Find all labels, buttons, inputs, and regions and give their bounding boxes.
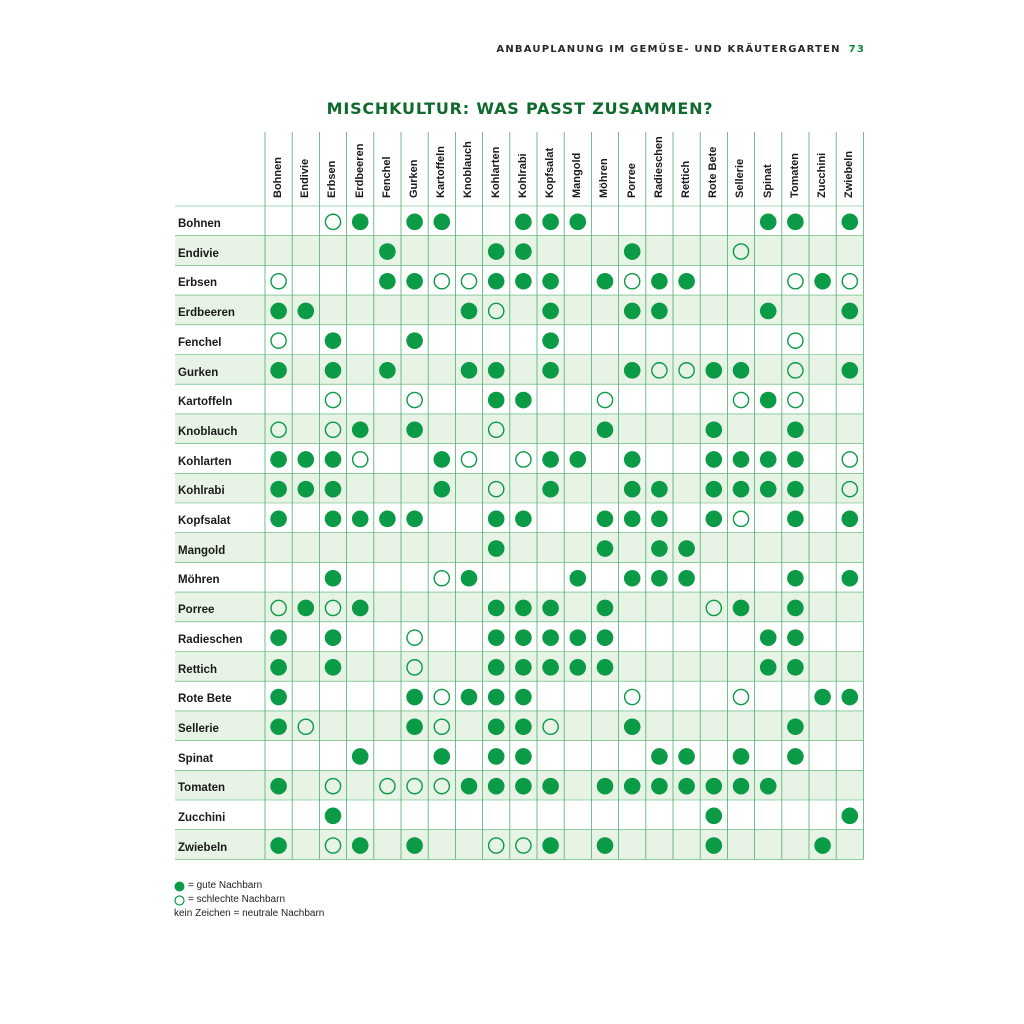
good-neighbor-dot — [352, 511, 369, 528]
good-neighbor-dot — [406, 511, 423, 528]
good-neighbor-dot — [624, 303, 641, 320]
good-neighbor-dot — [678, 570, 695, 587]
good-neighbor-dot — [270, 511, 287, 528]
good-neighbor-dot — [570, 214, 587, 231]
good-neighbor-dot — [597, 837, 614, 854]
good-neighbor-dot — [488, 392, 505, 409]
row-header-label: Knoblauch — [178, 425, 238, 438]
legend-neutral-label: kein Zeichen = neutrale Nachbarn — [174, 908, 325, 919]
good-neighbor-dot — [842, 808, 859, 825]
good-neighbor-dot — [406, 273, 423, 290]
good-neighbor-dot — [461, 689, 478, 706]
good-neighbor-dot — [325, 332, 342, 349]
column-header-label: Spinat — [761, 164, 774, 198]
good-neighbor-dot — [597, 629, 614, 646]
good-neighbor-dot — [270, 837, 287, 854]
column-header-label: Mangold — [571, 152, 584, 198]
row-header-label: Rote Bete — [178, 693, 232, 706]
good-neighbor-dot — [270, 629, 287, 646]
column-header-label: Erbsen — [326, 160, 339, 198]
good-neighbor-dot — [624, 511, 641, 528]
bad-neighbor-ring — [788, 333, 803, 348]
good-neighbor-dot — [706, 808, 723, 825]
good-neighbor-dot — [570, 629, 587, 646]
column-header — [755, 132, 782, 204]
good-neighbor-dot — [461, 570, 478, 587]
good-neighbor-dot — [298, 600, 315, 617]
good-neighbor-dot — [325, 808, 342, 825]
good-neighbor-dot — [488, 659, 505, 676]
good-neighbor-dot — [515, 511, 532, 528]
good-neighbor-dot — [515, 689, 532, 706]
row-header-label: Spinat — [178, 752, 214, 765]
bad-neighbor-ring — [353, 452, 368, 467]
row-header-label: Zwiebeln — [178, 841, 228, 854]
row-band — [175, 533, 863, 563]
good-neighbor-dot — [570, 659, 587, 676]
good-neighbor-dot — [706, 511, 723, 528]
good-neighbor-dot — [787, 659, 804, 676]
column-header-label: Kohlarten — [489, 146, 502, 198]
good-neighbor-dot — [706, 362, 723, 379]
good-neighbor-dot — [461, 778, 478, 795]
column-header-label: Knoblauch — [462, 141, 475, 198]
running-title: ANBAUPLANUNG IM GEMÜSE- UND KRÄUTERGARTEN — [496, 44, 841, 55]
good-neighbor-dot — [325, 451, 342, 468]
good-neighbor-dot — [406, 214, 423, 231]
good-neighbor-dot — [352, 837, 369, 854]
good-neighbor-dot — [542, 659, 559, 676]
row-header-label: Gurken — [178, 366, 219, 379]
good-neighbor-dot — [298, 303, 315, 320]
good-neighbor-dot — [733, 362, 750, 379]
column-header — [591, 132, 618, 204]
good-neighbor-dot — [733, 481, 750, 498]
bad-neighbor-ring — [271, 333, 286, 348]
good-neighbor-dot — [814, 689, 831, 706]
good-neighbor-dot — [270, 689, 287, 706]
column-header — [374, 132, 401, 204]
good-neighbor-dot — [624, 778, 641, 795]
good-neighbor-dot — [515, 243, 532, 260]
good-neighbor-dot — [760, 629, 777, 646]
column-header — [564, 132, 591, 204]
good-neighbor-dot — [542, 303, 559, 320]
good-neighbor-dot — [651, 778, 668, 795]
good-neighbor-dot — [406, 689, 423, 706]
good-neighbor-dot — [515, 392, 532, 409]
good-neighbor-dot — [651, 570, 668, 587]
good-neighbor-dot — [787, 214, 804, 231]
column-header — [782, 132, 809, 204]
row-header-label: Porree — [178, 604, 215, 617]
column-header — [483, 132, 510, 204]
bad-neighbor-ring — [842, 274, 857, 289]
good-neighbor-dot — [325, 629, 342, 646]
good-neighbor-dot — [842, 303, 859, 320]
good-neighbor-dot — [515, 629, 532, 646]
good-neighbor-dot — [434, 451, 451, 468]
good-neighbor-dot — [597, 778, 614, 795]
good-neighbor-dot — [597, 600, 614, 617]
good-neighbor-dot — [814, 273, 831, 290]
good-neighbor-dot — [488, 600, 505, 617]
good-neighbor-dot — [597, 273, 614, 290]
column-header-label: Zucchini — [816, 152, 828, 198]
bad-neighbor-ring — [407, 630, 422, 645]
bad-neighbor-ring — [461, 452, 476, 467]
good-neighbor-dot — [706, 451, 723, 468]
good-neighbor-dot — [760, 481, 777, 498]
row-header-label: Rettich — [178, 663, 217, 676]
good-neighbor-dot — [760, 778, 777, 795]
column-header — [347, 132, 374, 204]
legend-bad — [174, 893, 324, 907]
row-header-label: Tomaten — [178, 782, 226, 795]
good-neighbor-dot — [434, 214, 451, 231]
page-title: MISCHKULTUR: WAS PASST ZUSAMMEN? — [326, 99, 714, 118]
column-header-label: Fenchel — [380, 156, 393, 198]
column-header-label: Kohlrabi — [516, 153, 529, 198]
good-neighbor-dot — [352, 600, 369, 617]
column-header — [809, 132, 836, 204]
good-neighbor-dot — [542, 362, 559, 379]
good-neighbor-dot — [515, 600, 532, 617]
column-header-label: Radieschen — [652, 136, 665, 198]
row-header-label: Kopfsalat — [178, 515, 231, 527]
good-neighbor-dot — [787, 718, 804, 735]
column-header — [836, 132, 863, 204]
good-neighbor-dot — [542, 837, 559, 854]
column-header — [510, 132, 537, 204]
good-neighbor-dot — [270, 778, 287, 795]
good-neighbor-dot — [787, 481, 804, 498]
bad-neighbor-ring — [625, 274, 640, 289]
bad-neighbor-ring — [733, 689, 748, 704]
good-neighbor-dot — [515, 748, 532, 765]
good-neighbor-dot — [760, 451, 777, 468]
row-header-label: Zucchini — [178, 812, 226, 824]
good-neighbor-dot — [515, 718, 532, 735]
good-neighbor-dot — [542, 332, 559, 349]
good-neighbor-dot — [488, 689, 505, 706]
good-neighbor-dot — [678, 273, 695, 290]
good-neighbor-dot — [270, 659, 287, 676]
legend-good — [174, 879, 324, 893]
good-neighbor-dot — [787, 629, 804, 646]
good-neighbor-dot — [488, 511, 505, 528]
good-neighbor-dot — [678, 748, 695, 765]
good-neighbor-dot — [515, 273, 532, 290]
good-neighbor-dot — [651, 540, 668, 557]
good-neighbor-dot — [570, 451, 587, 468]
column-header-label: Tomaten — [788, 152, 801, 198]
good-neighbor-dot — [733, 748, 750, 765]
column-header-label: Bohnen — [272, 157, 284, 198]
good-neighbor-dot — [842, 570, 859, 587]
good-neighbor-dot — [787, 748, 804, 765]
good-neighbor-dot — [406, 421, 423, 438]
good-neighbor-dot — [733, 451, 750, 468]
good-neighbor-dot — [352, 421, 369, 438]
row-header-label: Mangold — [178, 544, 226, 557]
good-neighbor-dot — [488, 748, 505, 765]
good-neighbor-dot — [379, 273, 396, 290]
good-neighbor-dot — [706, 778, 723, 795]
good-neighbor-dot — [406, 837, 423, 854]
good-neighbor-dot — [406, 718, 423, 735]
good-neighbor-dot — [760, 214, 777, 231]
row-header-label: Sellerie — [178, 722, 219, 735]
column-header — [401, 132, 428, 204]
row-header-label: Bohnen — [178, 218, 221, 230]
good-neighbor-dot — [325, 511, 342, 528]
good-neighbor-dot — [270, 451, 287, 468]
good-neighbor-dot — [461, 362, 478, 379]
good-neighbor-dot — [733, 600, 750, 617]
bad-neighbor-ring — [434, 274, 449, 289]
column-header — [319, 132, 346, 204]
good-neighbor-dot — [515, 778, 532, 795]
good-neighbor-dot — [842, 214, 859, 231]
legend-good-label: = gute Nachbarn — [188, 880, 263, 891]
good-neighbor-dot — [325, 362, 342, 379]
good-neighbor-dot — [542, 273, 559, 290]
good-neighbor-dot — [733, 778, 750, 795]
good-neighbor-dot — [270, 362, 287, 379]
column-header — [455, 132, 482, 204]
good-neighbor-dot — [379, 243, 396, 260]
good-neighbor-dot — [298, 451, 315, 468]
column-header-label: Rettich — [680, 160, 692, 198]
good-neighbor-dot — [488, 362, 505, 379]
good-neighbor-dot — [787, 421, 804, 438]
good-neighbor-dot — [406, 332, 423, 349]
good-neighbor-dot — [434, 748, 451, 765]
good-neighbor-dot — [488, 273, 505, 290]
row-header-label: Fenchel — [178, 336, 222, 349]
good-neighbor-dot — [651, 511, 668, 528]
good-neighbor-dot — [842, 362, 859, 379]
bad-neighbor-ring — [788, 392, 803, 407]
bad-neighbor-ring — [461, 274, 476, 289]
good-neighbor-dot — [651, 273, 668, 290]
filled-circle-icon — [174, 881, 185, 892]
page-number: 73 — [848, 44, 865, 55]
bad-neighbor-ring — [434, 689, 449, 704]
bad-neighbor-ring — [271, 274, 286, 289]
column-header-label: Erdbeeren — [353, 143, 366, 198]
column-header — [619, 132, 646, 204]
column-header-label: Rote Bete — [707, 146, 720, 198]
column-header — [428, 132, 455, 204]
good-neighbor-dot — [270, 718, 287, 735]
good-neighbor-dot — [352, 214, 369, 231]
bad-neighbor-ring — [788, 274, 803, 289]
good-neighbor-dot — [434, 481, 451, 498]
good-neighbor-dot — [760, 303, 777, 320]
bad-neighbor-ring — [407, 392, 422, 407]
column-header — [265, 132, 292, 204]
column-header — [646, 132, 673, 204]
column-header-label: Porree — [625, 163, 638, 198]
good-neighbor-dot — [760, 659, 777, 676]
good-neighbor-dot — [624, 362, 641, 379]
good-neighbor-dot — [678, 778, 695, 795]
good-neighbor-dot — [461, 303, 478, 320]
good-neighbor-dot — [624, 481, 641, 498]
good-neighbor-dot — [488, 629, 505, 646]
column-header — [700, 132, 727, 204]
bad-neighbor-ring — [625, 689, 640, 704]
good-neighbor-dot — [651, 748, 668, 765]
good-neighbor-dot — [379, 362, 396, 379]
column-header-label: Sellerie — [734, 158, 747, 198]
row-header-label: Radieschen — [178, 633, 243, 646]
good-neighbor-dot — [325, 481, 342, 498]
bad-neighbor-ring — [325, 392, 340, 407]
good-neighbor-dot — [706, 421, 723, 438]
good-neighbor-dot — [515, 214, 532, 231]
good-neighbor-dot — [787, 570, 804, 587]
good-neighbor-dot — [787, 600, 804, 617]
column-header-label: Gurken — [408, 159, 420, 198]
row-header-label: Kartoffeln — [178, 396, 233, 409]
good-neighbor-dot — [760, 392, 777, 409]
bad-neighbor-ring — [733, 511, 748, 526]
column-header-label: Kartoffeln — [435, 146, 448, 198]
good-neighbor-dot — [352, 748, 369, 765]
column-header-label: Möhren — [598, 158, 611, 198]
good-neighbor-dot — [488, 718, 505, 735]
good-neighbor-dot — [298, 481, 315, 498]
good-neighbor-dot — [542, 600, 559, 617]
good-neighbor-dot — [325, 570, 342, 587]
good-neighbor-dot — [706, 837, 723, 854]
good-neighbor-dot — [624, 570, 641, 587]
row-header-label: Möhren — [178, 574, 220, 587]
good-neighbor-dot — [542, 214, 559, 231]
bad-neighbor-ring — [733, 392, 748, 407]
good-neighbor-dot — [542, 778, 559, 795]
good-neighbor-dot — [787, 451, 804, 468]
column-header-label: Endivie — [299, 158, 312, 198]
good-neighbor-dot — [842, 511, 859, 528]
good-neighbor-dot — [624, 451, 641, 468]
good-neighbor-dot — [842, 689, 859, 706]
good-neighbor-dot — [814, 837, 831, 854]
good-neighbor-dot — [597, 421, 614, 438]
column-header — [537, 132, 564, 204]
bad-neighbor-ring — [434, 571, 449, 586]
good-neighbor-dot — [488, 540, 505, 557]
legend-neutral — [174, 907, 324, 921]
column-header-label: Zwiebeln — [843, 150, 856, 198]
good-neighbor-dot — [597, 659, 614, 676]
good-neighbor-dot — [624, 243, 641, 260]
row-header-label: Erbsen — [178, 277, 217, 290]
column-header — [727, 132, 754, 204]
good-neighbor-dot — [651, 481, 668, 498]
bad-neighbor-ring — [597, 392, 612, 407]
good-neighbor-dot — [542, 629, 559, 646]
good-neighbor-dot — [270, 303, 287, 320]
hollow-circle-icon — [174, 895, 185, 906]
row-band — [175, 414, 863, 444]
good-neighbor-dot — [787, 511, 804, 528]
good-neighbor-dot — [624, 718, 641, 735]
row-header-label: Erdbeeren — [178, 307, 235, 320]
row-header-label: Endivie — [178, 247, 219, 260]
column-header-label: Kopfsalat — [544, 147, 556, 198]
good-neighbor-dot — [597, 540, 614, 557]
good-neighbor-dot — [325, 659, 342, 676]
legend — [174, 879, 324, 921]
good-neighbor-dot — [651, 303, 668, 320]
bad-neighbor-ring — [842, 452, 857, 467]
good-neighbor-dot — [570, 570, 587, 587]
good-neighbor-dot — [597, 511, 614, 528]
column-header — [292, 132, 319, 204]
good-neighbor-dot — [706, 481, 723, 498]
good-neighbor-dot — [542, 451, 559, 468]
good-neighbor-dot — [488, 243, 505, 260]
row-header-label: Kohlrabi — [178, 485, 225, 498]
column-header — [673, 132, 700, 204]
good-neighbor-dot — [515, 659, 532, 676]
bad-neighbor-ring — [325, 214, 340, 229]
good-neighbor-dot — [542, 481, 559, 498]
legend-bad-label: = schlechte Nachbarn — [188, 894, 286, 905]
good-neighbor-dot — [488, 778, 505, 795]
bad-neighbor-ring — [516, 452, 531, 467]
good-neighbor-dot — [379, 511, 396, 528]
row-header-label: Kohlarten — [178, 455, 232, 468]
good-neighbor-dot — [678, 540, 695, 557]
good-neighbor-dot — [270, 481, 287, 498]
